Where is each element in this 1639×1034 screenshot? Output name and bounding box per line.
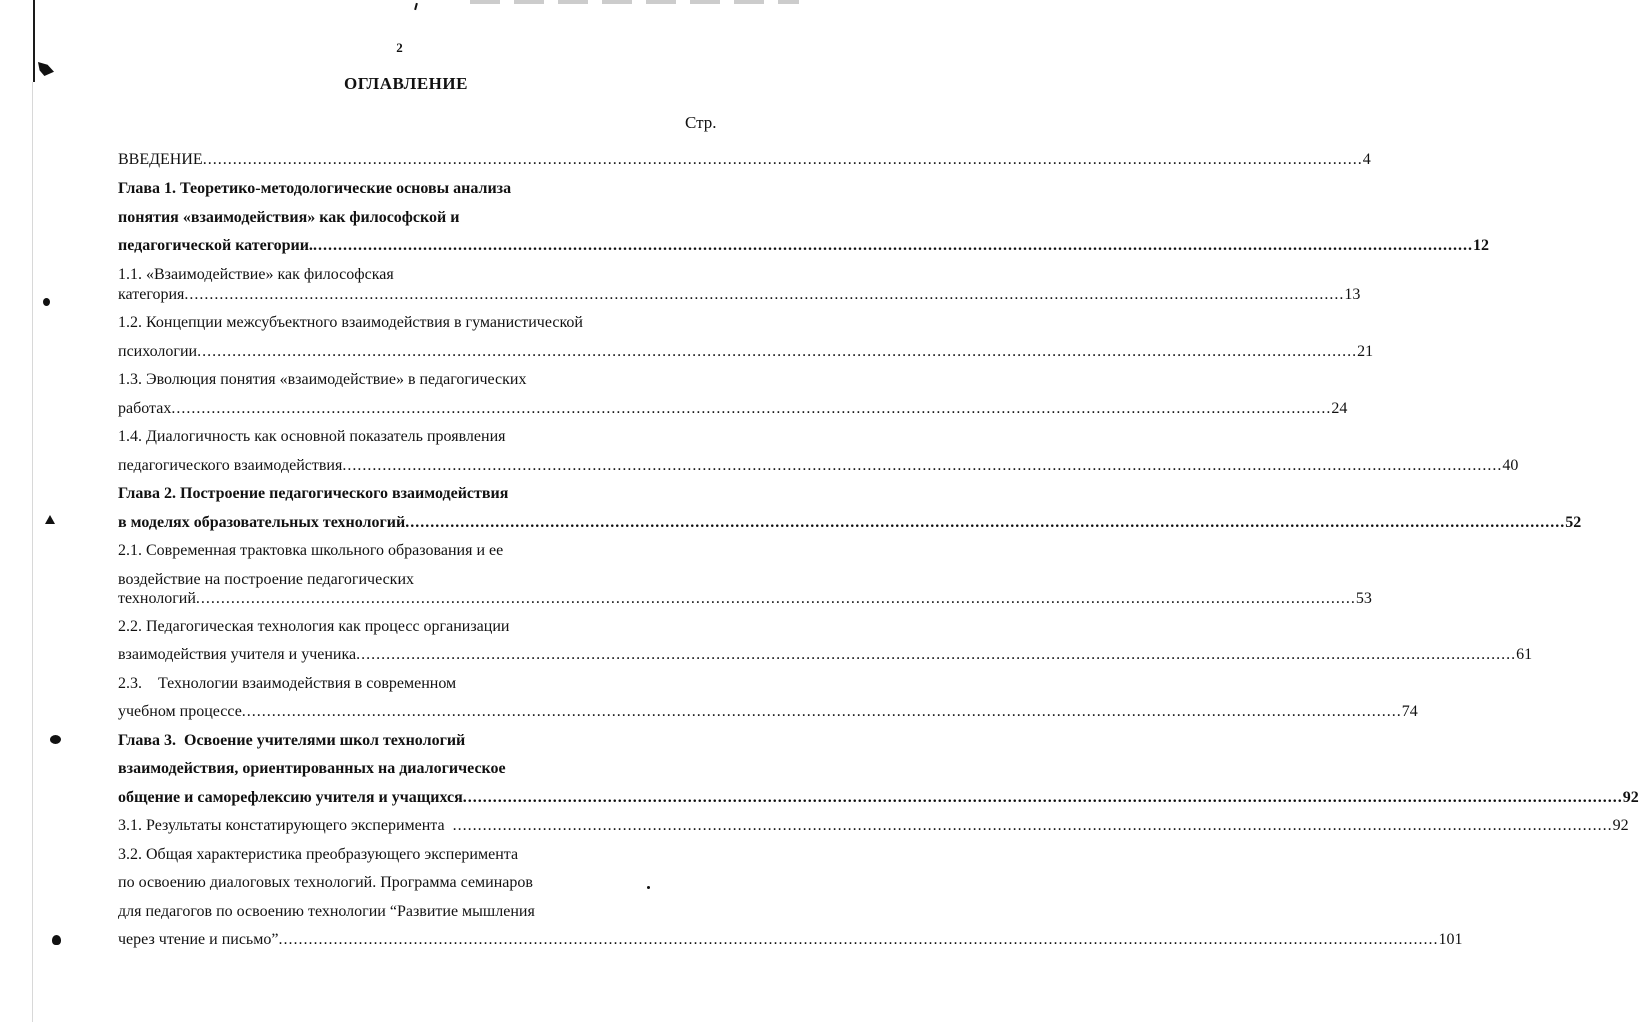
toc-leader-dots: [203, 148, 1363, 172]
page-number: 2: [396, 40, 403, 55]
toc-entry-3-2-cont: [118, 871, 533, 895]
toc-entry-text: технологий: [118, 590, 196, 607]
toc-entry-text: 2.2. Педагогическая технология как процесс организации: [118, 618, 510, 635]
toc-entry-3-2[interactable]: [118, 843, 518, 867]
toc-entry-2-3-end[interactable]: [118, 700, 1418, 724]
page-column-header: Стр.: [685, 113, 717, 132]
toc-entry-2-3[interactable]: [118, 672, 456, 696]
toc-entry-page: 4: [1362, 151, 1371, 168]
toc-entry-chapter-3-end[interactable]: [118, 786, 1639, 810]
toc-entry-text: ВВЕДЕНИЕ: [118, 151, 203, 168]
toc-entry-chapter-1-end[interactable]: [118, 234, 1489, 258]
toc-entry-text: общение и саморефлексию учителя и учащихся: [118, 789, 463, 806]
toc-entry-2-1-end[interactable]: [118, 587, 1372, 611]
toc-entry-page: 13: [1344, 286, 1361, 303]
toc-entry-text: категория: [118, 286, 185, 303]
toc-leader-dots: [171, 397, 1331, 421]
toc-entry-text: взаимодействия учителя и ученика: [118, 646, 357, 663]
toc-leader-dots: [342, 454, 1502, 478]
toc-entry-introduction[interactable]: [118, 148, 1371, 172]
toc-entry-2-2[interactable]: [118, 615, 509, 639]
toc-entry-chapter-1[interactable]: [118, 177, 511, 201]
toc-leader-dots: [405, 511, 1565, 535]
toc-entry-3-2-cont: [118, 900, 535, 924]
toc-entry-1-1-end[interactable]: [118, 283, 1360, 307]
toc-entry-chapter-2-end[interactable]: [118, 511, 1581, 535]
toc-leader-dots: [242, 700, 1402, 724]
scan-blot: [52, 935, 61, 945]
page-title: ОГЛАВЛЕНИЕ: [344, 74, 468, 93]
toc-leader-dots: [184, 283, 1344, 307]
toc-entry-text: 1.2. Концепции межсубъектного взаимодействия в гуманистической: [118, 314, 583, 331]
toc-entry-page: 92: [1612, 817, 1629, 834]
toc-entry-text: работах: [118, 400, 172, 417]
toc-entry-page: 53: [1355, 590, 1372, 607]
toc-entry-text: педагогической категории.: [118, 237, 313, 254]
toc-entry-page: 61: [1516, 646, 1533, 663]
toc-leader-dots: [313, 234, 1473, 258]
toc-entry-3-2-end[interactable]: [118, 928, 1462, 952]
toc-entry-text: 1.4. Диалогичность как основной показатель проявления: [118, 428, 506, 445]
toc-entry-text: педагогического взаимодействия: [118, 457, 343, 474]
toc-entry-page: 40: [1502, 457, 1519, 474]
toc-entry-page: 24: [1331, 400, 1348, 417]
toc-entry-page: 12: [1472, 237, 1489, 254]
toc-entry-1-2-end[interactable]: [118, 340, 1373, 364]
toc-entry-1-4-end[interactable]: [118, 454, 1518, 478]
scan-edge-shadow: [32, 82, 33, 1022]
toc-entry-text: 3.1. Результаты констатирующего эксперимента: [118, 817, 453, 834]
toc-entry-text: для педагогов по освоению технологии “Развитие мышления: [118, 903, 535, 920]
toc-entry-page: 101: [1438, 931, 1463, 948]
toc-entry-page: 92: [1622, 789, 1639, 806]
toc-entry-text: Глава 3. Освоение учителями школ технологий: [118, 732, 466, 749]
toc-entry-text: Глава 1. Теоретико-методологические основы анализа: [118, 180, 512, 197]
toc-entry-text: 3.2. Общая характеристика преобразующего эксперимента: [118, 846, 519, 863]
toc-entry-1-3[interactable]: [118, 368, 526, 392]
toc-leader-dots: [196, 587, 1356, 611]
toc-entry-chapter-3[interactable]: [118, 729, 465, 753]
toc-leader-dots: [453, 814, 1613, 838]
toc-entry-text: Глава 2. Построение педагогического взаимодействия: [118, 485, 509, 502]
toc-leader-dots: [463, 786, 1623, 810]
toc-entry-chapter-3-cont: [118, 757, 506, 781]
scan-top-strip: [470, 0, 799, 4]
toc-leader-dots: [197, 340, 1357, 364]
scan-blot: [50, 735, 61, 744]
toc-entry-2-2-end[interactable]: [118, 643, 1532, 667]
toc-entry-text: 2.3. Технологии взаимодействия в современном: [118, 675, 457, 692]
toc-entry-page: 52: [1565, 514, 1582, 531]
toc-entry-page: 74: [1401, 703, 1418, 720]
toc-entry-1-4[interactable]: [118, 425, 505, 449]
scan-blot: [43, 298, 50, 306]
scan-blot: [45, 515, 55, 524]
toc-leader-dots: [278, 928, 1438, 952]
toc-entry-page: 21: [1357, 343, 1374, 360]
toc-entry-chapter-2[interactable]: [118, 482, 508, 506]
toc-leader-dots: [356, 643, 1516, 667]
toc-entry-text: воздействие на построение педагогических: [118, 571, 414, 588]
scan-blot: [414, 3, 418, 10]
toc-entry-text: через чтение и письмо”: [118, 931, 279, 948]
toc-entry-3-1[interactable]: [118, 814, 1629, 838]
toc-entry-text: 1.1. «Взаимодействие» как философская: [118, 266, 394, 283]
scan-blot: [647, 886, 650, 889]
toc-entry-text: по освоению диалоговых технологий. Программа семинаров: [118, 874, 533, 891]
toc-entry-2-1[interactable]: [118, 539, 503, 563]
toc-entry-chapter-1-cont: [118, 206, 459, 230]
toc-entry-1-2[interactable]: [118, 311, 583, 335]
toc-entry-1-3-end[interactable]: [118, 397, 1347, 421]
toc-entry-text: 2.1. Современная трактовка школьного образования и ее: [118, 542, 504, 559]
toc-entry-text: в моделях образовательных технологий: [118, 514, 406, 531]
toc-entry-text: понятия «взаимодействия» как философской и: [118, 209, 460, 226]
toc-entry-text: взаимодействия, ориентированных на диалогическое: [118, 760, 506, 777]
toc-entry-text: учебном процессе: [118, 703, 242, 720]
toc-entry-text: психологии: [118, 343, 198, 360]
toc-entry-text: 1.3. Эволюция понятия «взаимодействие» в педагогических: [118, 371, 527, 388]
